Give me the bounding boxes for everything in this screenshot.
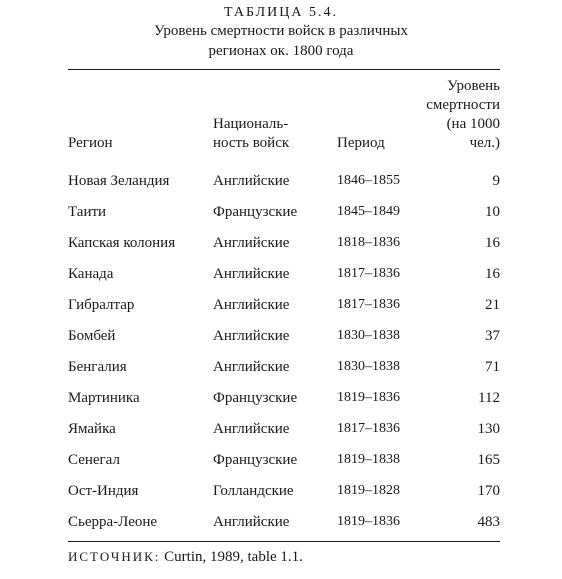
source-label: ИСТОЧНИК: [68,549,161,564]
table-row [0,260,562,291]
cell-rate: 170 [477,483,500,499]
cell-rate: 71 [485,359,500,375]
table-row [0,322,562,353]
cell-troops: Французские [213,390,298,406]
header-nationality-line-1: Националь- [213,116,289,132]
cell-period: 1819–1838 [337,452,400,467]
cell-period: 1819–1836 [337,390,400,405]
cell-region: Ямайка [68,421,116,437]
cell-troops: Английские [213,235,290,251]
cell-rate: 37 [485,328,500,344]
header-rate-line-3: (на 1000 [446,116,500,132]
cell-region: Мартиника [68,390,140,406]
bottom-rule [68,541,500,542]
table-caption-line-2: регионах ок. 1800 года [208,43,354,59]
header-nationality [213,115,323,153]
header-rate-line-1: Уровень [447,78,500,94]
cell-period: 1819–1828 [337,483,400,498]
cell-region: Сьерра-Леоне [68,514,158,530]
table-row [0,167,562,198]
cell-rate: 112 [478,390,500,406]
cell-rate: 130 [477,421,500,437]
table-row [0,229,562,260]
table-row [0,291,562,322]
cell-region: Таити [68,204,107,220]
header-rate-line-4: чел.) [469,135,500,151]
cell-troops: Голландские [213,483,294,499]
cell-troops: Английские [213,297,290,313]
cell-troops: Английские [213,514,290,530]
cell-rate: 21 [485,297,500,313]
table-row [0,446,562,477]
header-nationality-line-2: ность войск [213,135,290,151]
cell-rate: 165 [477,452,500,468]
table-title-block [0,4,562,61]
header-region: Регион [68,135,113,151]
cell-region: Капская колония [68,235,176,251]
table-row [0,384,562,415]
cell-rate: 16 [485,266,500,282]
cell-region: Бомбей [68,328,116,344]
header-mortality-rate [400,77,500,153]
cell-region: Гибралтар [68,297,135,313]
header-period: Период [337,135,385,151]
table-row [0,415,562,446]
cell-period: 1817–1836 [337,297,400,312]
table-row [0,508,562,539]
cell-troops: Английские [213,328,290,344]
table-row [0,477,562,508]
table-caption-line-1: Уровень смертности войск в различных [154,23,408,39]
cell-region: Сенегал [68,452,120,468]
cell-period: 1818–1836 [337,235,400,250]
cell-period: 1817–1836 [337,266,400,281]
cell-rate: 10 [485,204,500,220]
cell-troops: Английские [213,421,290,437]
header-rate-line-2: смертности [426,97,500,113]
cell-troops: Английские [213,266,290,282]
cell-troops: Французские [213,204,298,220]
cell-region: Канада [68,266,114,282]
source-note [68,547,303,567]
top-rule [68,69,500,70]
cell-period: 1817–1836 [337,421,400,436]
cell-rate: 9 [492,173,500,189]
cell-rate: 16 [485,235,500,251]
table-row [0,198,562,229]
cell-troops: Английские [213,359,290,375]
table-number-label: ТАБЛИЦА 5.4. [224,5,338,20]
cell-rate: 483 [477,514,500,530]
cell-region: Новая Зеландия [68,173,170,189]
cell-period: 1845–1849 [337,204,400,219]
cell-region: Ост-Индия [68,483,139,499]
source-citation: Curtin, 1989, table 1.1. [160,549,303,565]
cell-period: 1830–1838 [337,328,400,343]
table-body [0,167,562,539]
cell-period: 1846–1855 [337,173,400,188]
table-row [0,353,562,384]
cell-region: Бенгалия [68,359,127,375]
cell-troops: Французские [213,452,298,468]
cell-troops: Английские [213,173,290,189]
cell-period: 1819–1836 [337,514,400,529]
cell-period: 1830–1838 [337,359,400,374]
